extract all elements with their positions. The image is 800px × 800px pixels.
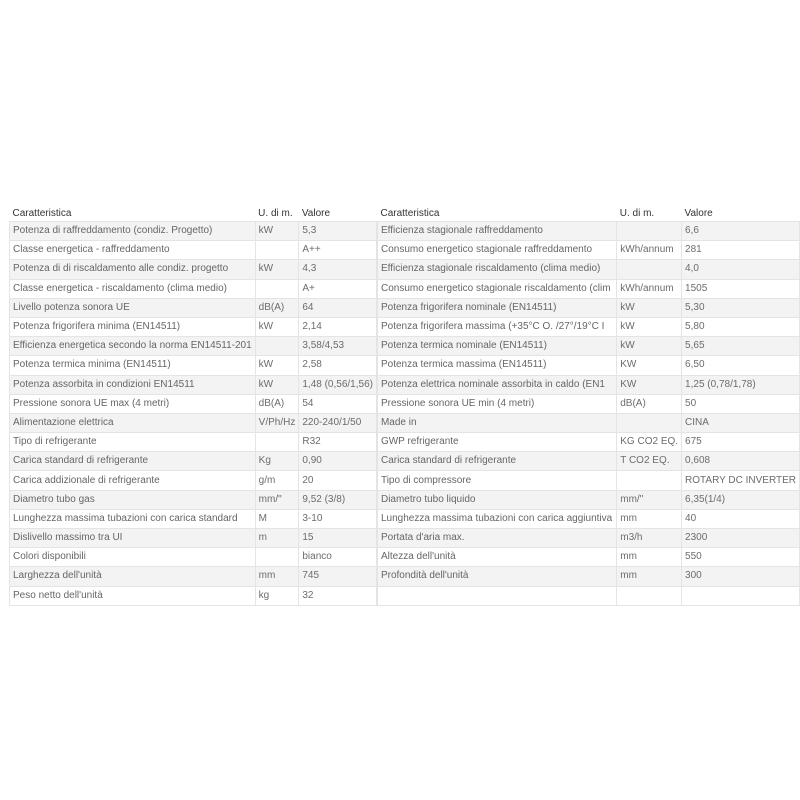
table-row <box>377 298 799 317</box>
spec-unit: kW <box>617 317 682 336</box>
table-row <box>377 433 799 452</box>
spec-value: 4,0 <box>682 260 800 279</box>
table-row <box>10 586 377 605</box>
spec-unit: g/m <box>255 471 299 490</box>
spec-name: Potenza elettrica nominale assorbita in caldo (EN1 <box>377 375 616 394</box>
spec-name: Tipo di compressore <box>377 471 616 490</box>
table-row <box>377 490 799 509</box>
spec-unit: T CO2 EQ. <box>617 452 682 471</box>
spec-value: 1,25 (0,78/1,78) <box>682 375 800 394</box>
spec-value: CINA <box>682 413 800 432</box>
spec-name: Carica addizionale di refrigerante <box>10 471 256 490</box>
table-row <box>10 471 377 490</box>
spec-name: Potenza frigorifera nominale (EN14511) <box>377 298 616 317</box>
spec-unit: dB(A) <box>255 298 299 317</box>
spec-value: 50 <box>682 394 800 413</box>
spec-value: 6,35(1/4) <box>682 490 800 509</box>
spec-unit <box>255 548 299 567</box>
table-row <box>10 433 377 452</box>
spec-unit: kW <box>617 337 682 356</box>
spec-value: 4,3 <box>299 260 377 279</box>
table-row <box>377 413 799 432</box>
spec-name: Alimentazione elettrica <box>10 413 256 432</box>
spec-name: Classe energetica - raffreddamento <box>10 241 256 260</box>
spec-value: 32 <box>299 586 377 605</box>
spec-unit <box>255 433 299 452</box>
spec-unit: mm/" <box>617 490 682 509</box>
spec-name: Peso netto dell'unità <box>10 586 256 605</box>
col-header-unita: U. di m. <box>619 208 655 219</box>
table-row <box>377 567 799 586</box>
header-row <box>377 206 799 222</box>
spec-value: 220-240/1/50 <box>299 413 377 432</box>
spec-value: 2,14 <box>299 317 377 336</box>
spec-value: 2,58 <box>299 356 377 375</box>
spec-value: 6,6 <box>682 222 800 241</box>
spec-value: 5,30 <box>682 298 800 317</box>
spec-unit <box>617 260 682 279</box>
spec-name: Efficienza stagionale raffreddamento <box>377 222 616 241</box>
spec-name: Efficienza stagionale riscaldamento (clima medio) <box>377 260 616 279</box>
spec-name: Made in <box>377 413 616 432</box>
spec-name: Profondità dell'unità <box>377 567 616 586</box>
spec-value: 745 <box>299 567 377 586</box>
table-row <box>377 548 799 567</box>
spec-unit: kg <box>255 586 299 605</box>
spec-name: Lunghezza massima tubazioni con carica aggiuntiva <box>377 509 616 528</box>
header-row <box>10 206 377 222</box>
spec-name: Larghezza dell'unità <box>10 567 256 586</box>
spec-value: 281 <box>682 241 800 260</box>
spec-name: Potenza di di riscaldamento alle condiz. progetto <box>10 260 256 279</box>
spec-unit: dB(A) <box>617 394 682 413</box>
spec-unit <box>617 471 682 490</box>
spec-unit: kW <box>255 222 299 241</box>
spec-name: Consumo energetico stagionale raffreddamento <box>377 241 616 260</box>
table-row <box>377 356 799 375</box>
spec-value: 300 <box>682 567 800 586</box>
table-row <box>10 529 377 548</box>
col-header-caratteristica: Caratteristica <box>380 208 440 219</box>
spec-name: Livello potenza sonora UE <box>10 298 256 317</box>
spec-name: Colori disponibili <box>10 548 256 567</box>
table-row <box>377 509 799 528</box>
spec-unit: kW <box>255 356 299 375</box>
spec-value: 54 <box>299 394 377 413</box>
table-row <box>10 452 377 471</box>
spec-unit: Kg <box>255 452 299 471</box>
spec-value: 2300 <box>682 529 800 548</box>
col-header-valore: Valore <box>301 208 331 219</box>
spec-name: Potenza termica massima (EN14511) <box>377 356 616 375</box>
spec-unit: kW <box>255 375 299 394</box>
spec-unit: V/Ph/Hz <box>255 413 299 432</box>
spec-unit: kW <box>255 260 299 279</box>
spec-unit: mm <box>617 509 682 528</box>
spec-value: 675 <box>682 433 800 452</box>
table-row <box>10 490 377 509</box>
spec-unit: mm <box>617 567 682 586</box>
spec-value: 3-10 <box>299 509 377 528</box>
spec-name: Tipo di refrigerante <box>10 433 256 452</box>
spec-name: Potenza frigorifera massima (+35°C O. /27°/19°C I <box>377 317 616 336</box>
spec-name <box>377 586 616 605</box>
spec-value: 20 <box>299 471 377 490</box>
spec-unit: m3/h <box>617 529 682 548</box>
spec-unit: m <box>255 529 299 548</box>
spec-unit <box>617 222 682 241</box>
spec-value <box>682 586 800 605</box>
spec-unit: dB(A) <box>255 394 299 413</box>
spec-unit: mm/" <box>255 490 299 509</box>
col-header-valore: Valore <box>684 208 713 219</box>
spec-unit: kWh/annum <box>617 241 682 260</box>
spec-name: Potenza termica nominale (EN14511) <box>377 337 616 356</box>
spec-name: Potenza assorbita in condizioni EN14511 <box>10 375 256 394</box>
table-row <box>377 260 799 279</box>
table-row <box>10 413 377 432</box>
spec-value: A+ <box>299 279 377 298</box>
spec-tables <box>9 206 800 606</box>
spec-value: bianco <box>299 548 377 567</box>
spec-value: 64 <box>299 298 377 317</box>
table-row <box>377 586 799 605</box>
spec-name: Diametro tubo liquido <box>377 490 616 509</box>
table-row <box>10 298 377 317</box>
spec-unit <box>255 241 299 260</box>
spec-name: Dislivello massimo tra UI <box>10 529 256 548</box>
spec-value: 40 <box>682 509 800 528</box>
col-header-unita: U. di m. <box>258 208 293 219</box>
table-row <box>377 337 799 356</box>
spec-value: 3,58/4,53 <box>299 337 377 356</box>
spec-name: Classe energetica - riscaldamento (clima medio) <box>10 279 256 298</box>
table-row <box>377 241 799 260</box>
spec-unit: kWh/annum <box>617 279 682 298</box>
spec-unit <box>255 279 299 298</box>
spec-value: 15 <box>299 529 377 548</box>
spec-name: Potenza termica minima (EN14511) <box>10 356 256 375</box>
spec-unit <box>255 337 299 356</box>
spec-unit <box>617 413 682 432</box>
spec-value: R32 <box>299 433 377 452</box>
table-row <box>10 337 377 356</box>
table-row <box>10 260 377 279</box>
spec-value: 550 <box>682 548 800 567</box>
spec-name: Altezza dell'unità <box>377 548 616 567</box>
table-row <box>10 317 377 336</box>
spec-unit: kW <box>255 317 299 336</box>
spec-unit: kW <box>617 298 682 317</box>
spec-unit: KW <box>617 375 682 394</box>
table-row <box>377 375 799 394</box>
spec-name: Pressione sonora UE max (4 metri) <box>10 394 256 413</box>
table-row <box>377 317 799 336</box>
table-row <box>10 375 377 394</box>
spec-name: GWP refrigerante <box>377 433 616 452</box>
table-row <box>377 529 799 548</box>
table-row <box>377 471 799 490</box>
spec-name: Carica standard di refrigerante <box>377 452 616 471</box>
table-row <box>10 356 377 375</box>
spec-name: Potenza frigorifera minima (EN14511) <box>10 317 256 336</box>
table-row <box>10 509 377 528</box>
col-header-caratteristica: Caratteristica <box>12 208 72 219</box>
spec-value: 0,608 <box>682 452 800 471</box>
spec-value: 6,50 <box>682 356 800 375</box>
spec-unit: KG CO2 EQ. <box>617 433 682 452</box>
spec-value: 9,52 (3/8) <box>299 490 377 509</box>
spec-name: Lunghezza massima tubazioni con carica standard <box>10 509 256 528</box>
spec-value: 5,65 <box>682 337 800 356</box>
spec-value: 5,3 <box>299 222 377 241</box>
spec-value: ROTARY DC INVERTER <box>682 471 800 490</box>
spec-unit: M <box>255 509 299 528</box>
spec-value: 1505 <box>682 279 800 298</box>
table-row <box>10 567 377 586</box>
spec-unit <box>617 586 682 605</box>
spec-value: A++ <box>299 241 377 260</box>
spec-name: Carica standard di refrigerante <box>10 452 256 471</box>
table-row <box>10 222 377 241</box>
table-row <box>377 279 799 298</box>
table-row <box>10 241 377 260</box>
spec-name: Potenza di raffreddamento (condiz. Progetto) <box>10 222 256 241</box>
spec-value: 5,80 <box>682 317 800 336</box>
spec-name: Efficienza energetica secondo la norma EN14511-201 <box>10 337 256 356</box>
spec-table-left <box>9 206 377 606</box>
spec-table-right <box>377 206 800 606</box>
spec-name: Consumo energetico stagionale riscaldamento (clim <box>377 279 616 298</box>
table-row <box>10 394 377 413</box>
table-row <box>377 222 799 241</box>
spec-unit: mm <box>255 567 299 586</box>
spec-value: 1,48 (0,56/1,56) <box>299 375 377 394</box>
spec-value: 0,90 <box>299 452 377 471</box>
table-row <box>10 548 377 567</box>
spec-unit: KW <box>617 356 682 375</box>
spec-name: Diametro tubo gas <box>10 490 256 509</box>
spec-name: Pressione sonora UE min (4 metri) <box>377 394 616 413</box>
table-row <box>10 279 377 298</box>
table-row <box>377 452 799 471</box>
spec-name: Portata d'aria max. <box>377 529 616 548</box>
spec-unit: mm <box>617 548 682 567</box>
table-row <box>377 394 799 413</box>
